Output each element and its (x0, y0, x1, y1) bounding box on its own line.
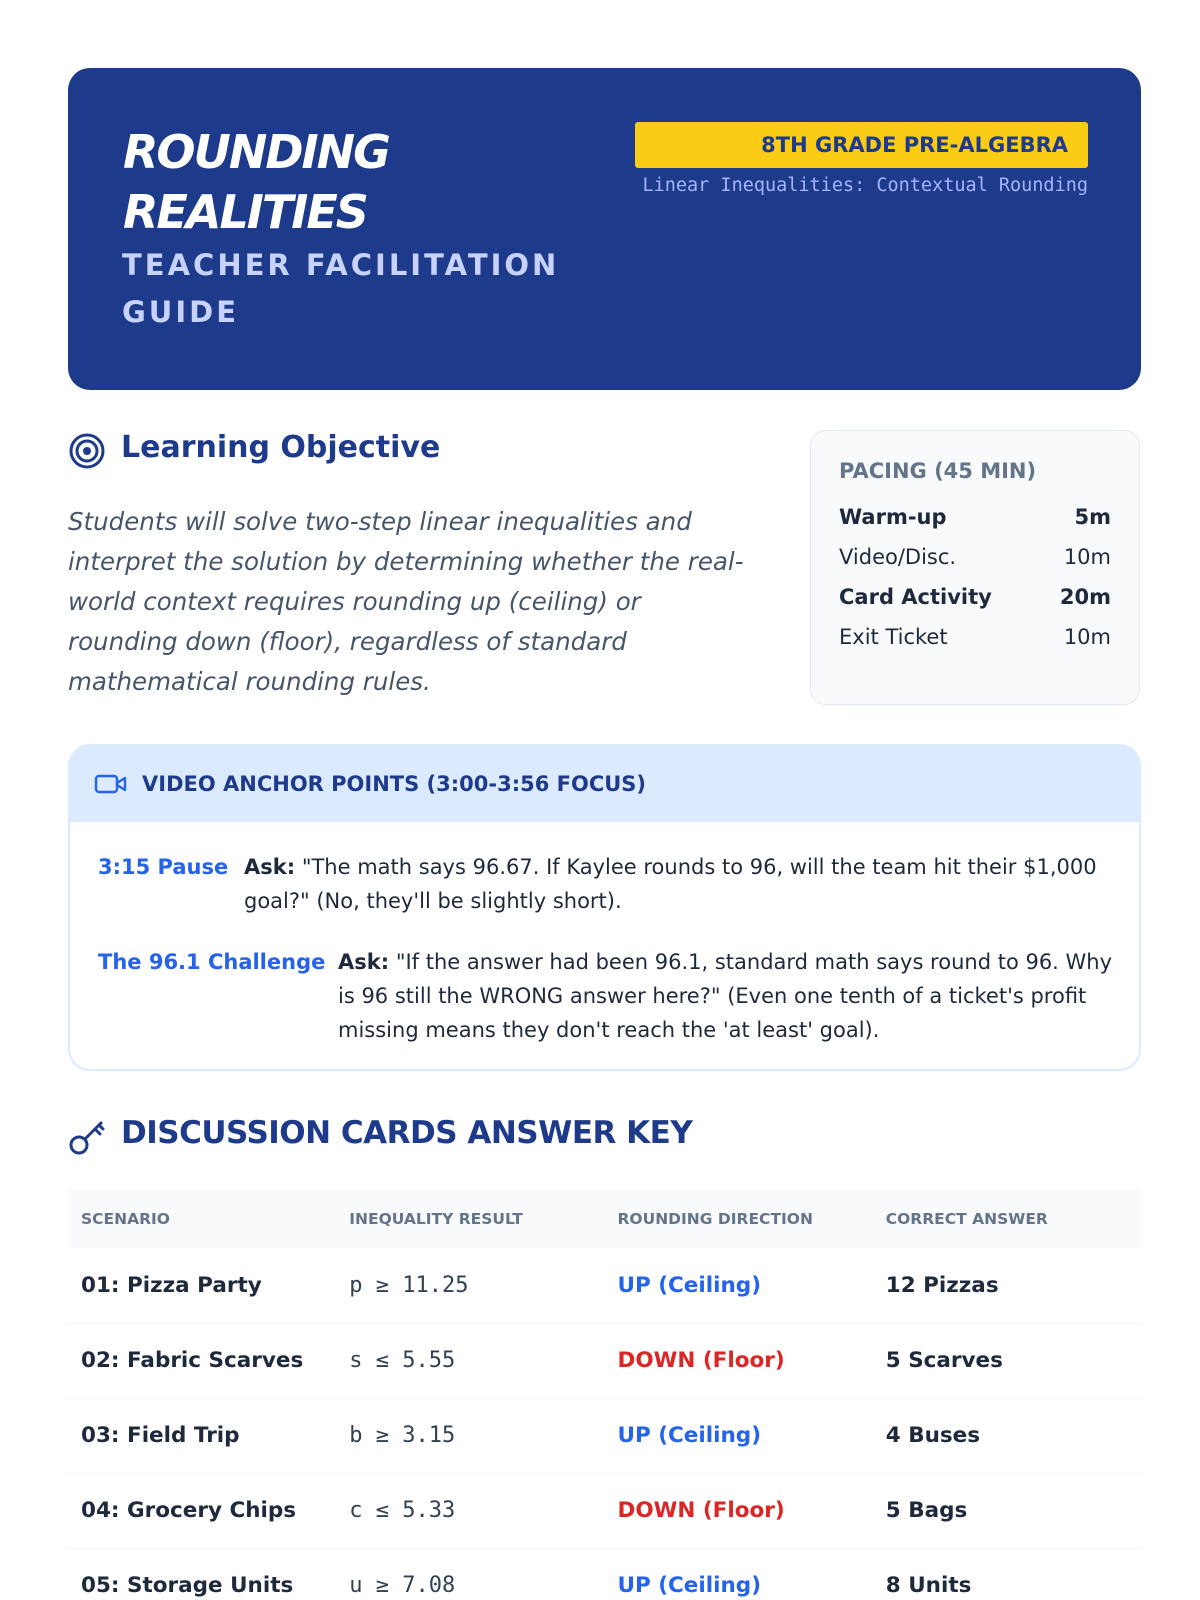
answer-cell: 8 Units (873, 1548, 1141, 1600)
anchor-timestamp: 3:15 Pause (98, 855, 229, 879)
pacing-item-time: 20m (1059, 585, 1111, 609)
pacing-item-time: 10m (1063, 545, 1111, 569)
table-row (68, 1398, 1141, 1473)
header-banner (68, 68, 1141, 390)
pacing-card (810, 430, 1140, 705)
table-header-row (68, 1190, 1141, 1248)
video-anchor-panel (68, 744, 1141, 1071)
scenario-cell: 04: Grocery Chips (68, 1473, 336, 1548)
pacing-title: PACING (45 MIN) (839, 459, 1037, 483)
direction-cell: DOWN (Floor) (605, 1473, 873, 1548)
key-icon (68, 1118, 106, 1156)
answer-cell: 12 Pizzas (873, 1248, 1141, 1323)
pacing-item-time: 10m (1063, 625, 1111, 649)
answer-cell: 5 Bags (873, 1473, 1141, 1548)
video-panel-title: VIDEO ANCHOR POINTS (3:00-3:56 FOCUS) (142, 772, 647, 796)
scenario-cell: 03: Field Trip (68, 1398, 336, 1473)
inequality-cell: p ≥ 11.25 (336, 1248, 604, 1323)
anchor-prompt (244, 850, 1114, 918)
scenario-cell: 05: Storage Units (68, 1548, 336, 1600)
anchor-point (98, 945, 1118, 1049)
anchor-point (98, 850, 1118, 920)
target-icon (68, 432, 106, 470)
column-header-inequality: INEQUALITY RESULT (336, 1190, 604, 1248)
table-row (68, 1548, 1141, 1600)
pacing-item-label: Exit Ticket (839, 625, 948, 649)
table-row (68, 1323, 1141, 1398)
direction-cell: UP (Ceiling) (605, 1548, 873, 1600)
anchor-timestamp: The 96.1 Challenge (98, 950, 326, 974)
topic-label: Linear Inequalities: Contextual Rounding (642, 175, 1088, 196)
table-row (68, 1248, 1141, 1323)
direction-cell: UP (Ceiling) (605, 1398, 873, 1473)
anchor-prompt-text: "If the answer had been 96.1, standard math says round to 96. Why is 96 still the WRONG answer here?" (Even one tenth of a ticket's profit missing means they don't reach the 'at least' goal). (338, 950, 1113, 1042)
answer-cell: 4 Buses (873, 1398, 1141, 1473)
pacing-item-label: Video/Disc. (839, 545, 957, 569)
ask-label: Ask: (244, 855, 296, 879)
grade-badge: 8TH GRADE PRE-ALGEBRA (635, 122, 1088, 168)
pacing-item (839, 497, 1111, 537)
column-header-direction: ROUNDING DIRECTION (605, 1190, 873, 1248)
column-header-scenario: SCENARIO (68, 1190, 336, 1248)
page-title: ROUNDING REALITIES (123, 125, 389, 239)
scenario-cell: 01: Pizza Party (68, 1248, 336, 1323)
column-header-answer: CORRECT ANSWER (873, 1190, 1141, 1248)
inequality-cell: s ≤ 5.55 (336, 1323, 604, 1398)
answer-key-table (68, 1190, 1141, 1600)
inequality-cell: b ≥ 3.15 (336, 1398, 604, 1473)
page-subtitle: TEACHER FACILITATION GUIDE (122, 248, 560, 329)
pacing-item-time: 5m (1074, 505, 1111, 529)
anchor-prompt (338, 945, 1118, 1047)
table-row (68, 1473, 1141, 1548)
pacing-item (839, 577, 1111, 617)
answer-cell: 5 Scarves (873, 1323, 1141, 1398)
objective-text: Students will solve two-step linear inequalities and interpret the solution by determining whether the real-world context requires rounding up (ceiling) or rounding down (floor), regardless of standard mathematical rounding rules. (68, 507, 744, 696)
scenario-cell: 02: Fabric Scarves (68, 1323, 336, 1398)
pacing-item-label: Warm-up (839, 505, 947, 529)
direction-cell: UP (Ceiling) (605, 1248, 873, 1323)
video-panel-header (70, 746, 1139, 822)
pacing-item-label: Card Activity (839, 585, 992, 609)
anchor-prompt-text: "The math says 96.67. If Kaylee rounds to 96, will the team hit their $1,000 goal?" (No, they'll be slightly short). (244, 855, 1097, 913)
video-camera-icon (94, 772, 128, 796)
pacing-item (839, 537, 1111, 577)
ask-label: Ask: (338, 950, 390, 974)
pacing-item (839, 617, 1111, 657)
inequality-cell: c ≤ 5.33 (336, 1473, 604, 1548)
inequality-cell: u ≥ 7.08 (336, 1548, 604, 1600)
direction-cell: DOWN (Floor) (605, 1323, 873, 1398)
answer-key-title: DISCUSSION CARDS ANSWER KEY (121, 1115, 693, 1151)
objective-title: Learning Objective (121, 430, 441, 465)
